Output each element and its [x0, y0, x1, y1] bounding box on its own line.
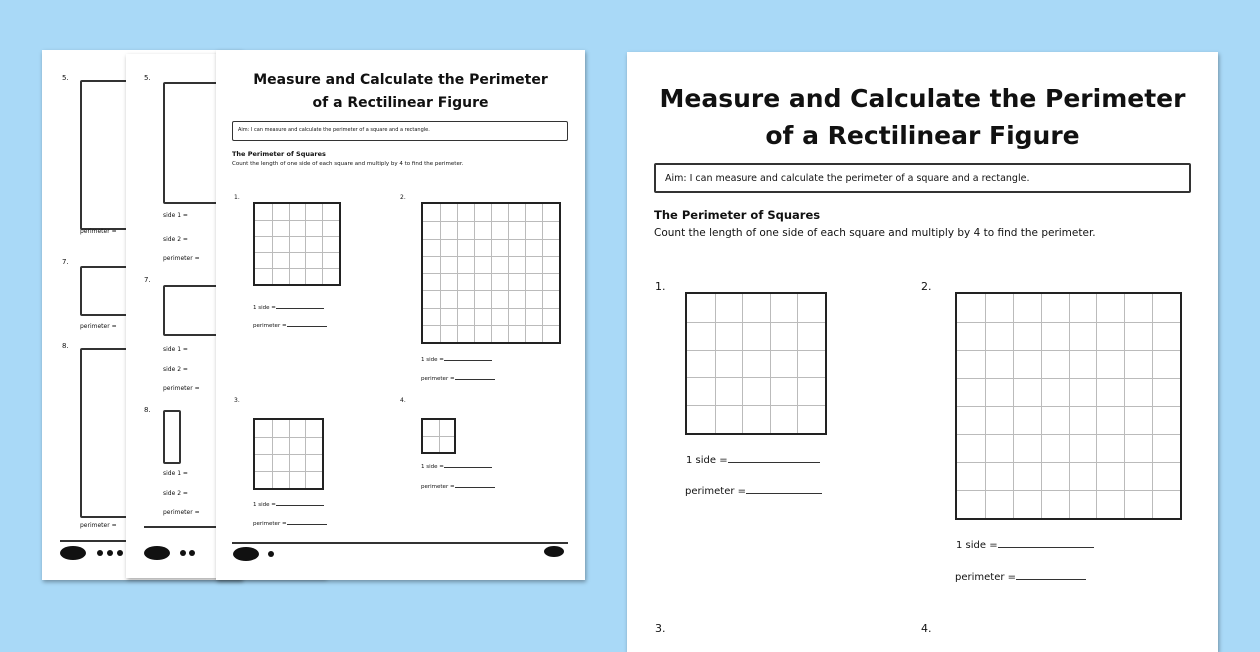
- grid-line: [542, 204, 543, 342]
- page-subtitle: of a Rectilinear Figure: [312, 95, 489, 111]
- side1-label: side 1 =: [163, 470, 188, 477]
- question-number: 3.: [655, 622, 666, 635]
- grid-line: [272, 204, 273, 284]
- grid-line: [1096, 294, 1097, 518]
- square-grid: [421, 418, 456, 454]
- grid-line: [255, 471, 322, 472]
- aim-text: Aim: I can measure and calculate the perimeter of a square and a rectangle.: [665, 173, 1030, 184]
- side2-label: side 2 =: [163, 490, 188, 497]
- side2-label: side 2 =: [163, 236, 188, 243]
- worksheet-page-1-large: [627, 52, 1218, 652]
- page-subtitle: of a Rectilinear Figure: [765, 121, 1080, 150]
- grid-line: [289, 204, 290, 284]
- question-number: 8.: [144, 406, 151, 414]
- question-number: 1.: [655, 280, 666, 293]
- grid-line: [770, 294, 771, 433]
- perimeter-answer-label: perimeter =: [955, 572, 1086, 583]
- side-answer-label: 1 side =: [421, 357, 492, 363]
- perimeter-label: perimeter =: [163, 385, 200, 392]
- grid-line: [687, 405, 825, 406]
- side-answer-label: 1 side =: [253, 502, 324, 508]
- perimeter-label: perimeter =: [163, 509, 200, 516]
- question-number: 3.: [234, 397, 240, 404]
- square-grid: [685, 292, 827, 435]
- side-answer-label: 1 side =: [253, 305, 324, 311]
- square-grid: [253, 202, 341, 286]
- level-dot-icon: [268, 551, 274, 557]
- logo-icon: [144, 546, 170, 560]
- question-number: 4.: [921, 622, 932, 635]
- side-answer-label: 1 side =: [686, 455, 820, 466]
- level-dot-icon: [189, 550, 195, 556]
- grid-line: [957, 406, 1180, 407]
- perimeter-label: perimeter =: [80, 323, 117, 330]
- grid-line: [508, 204, 509, 342]
- perimeter-label: perimeter =: [80, 522, 117, 529]
- question-number: 7.: [62, 258, 69, 266]
- grid-line: [305, 204, 306, 284]
- grid-line: [687, 377, 825, 378]
- page-title: Measure and Calculate the Perimeter: [253, 72, 548, 88]
- grid-line: [687, 350, 825, 351]
- level-dot-icon: [107, 550, 113, 556]
- side1-label: side 1 =: [163, 212, 188, 219]
- grid-line: [957, 434, 1180, 435]
- grid-line: [423, 436, 454, 437]
- grid-line: [1152, 294, 1153, 518]
- section-heading: The Perimeter of Squares: [654, 208, 821, 222]
- aim-text: Aim: I can measure and calculate the perimeter of a square and a rectangle.: [238, 127, 430, 133]
- grid-line: [957, 490, 1180, 491]
- grid-line: [255, 454, 322, 455]
- logo-icon: [233, 547, 259, 561]
- side-answer-label: 1 side =: [956, 540, 1094, 551]
- aim-box: [232, 121, 568, 141]
- question-number: 4.: [400, 397, 406, 404]
- question-number: 2.: [400, 194, 406, 201]
- level-dot-icon: [180, 550, 186, 556]
- perimeter-answer-label: perimeter =: [421, 376, 495, 382]
- question-number: 5.: [144, 74, 151, 82]
- grid-line: [957, 462, 1180, 463]
- grid-line: [423, 325, 559, 326]
- rectangle-figure: [163, 410, 181, 464]
- square-grid: [421, 202, 561, 344]
- footer-divider: [232, 542, 568, 544]
- perimeter-answer-label: perimeter =: [421, 484, 495, 490]
- question-number: 5.: [62, 74, 69, 82]
- level-dot-icon: [97, 550, 103, 556]
- instructions: Count the length of one side of each square and multiply by 4 to find the perimeter.: [654, 227, 1096, 239]
- grid-line: [423, 290, 559, 291]
- grid-line: [255, 236, 339, 237]
- grid-line: [1124, 294, 1125, 518]
- grid-line: [322, 204, 323, 284]
- question-number: 8.: [62, 342, 69, 350]
- grid-line: [423, 308, 559, 309]
- grid-line: [797, 294, 798, 433]
- square-grid: [253, 418, 324, 490]
- instructions: Count the length of one side of each square and multiply by 4 to find the perimeter.: [232, 161, 464, 167]
- grid-line: [687, 322, 825, 323]
- grid-line: [525, 204, 526, 342]
- grid-line: [255, 220, 339, 221]
- square-grid: [955, 292, 1182, 520]
- question-number: 2.: [921, 280, 932, 293]
- side1-label: side 1 =: [163, 346, 188, 353]
- perimeter-answer-label: perimeter =: [253, 521, 327, 527]
- page-title: Measure and Calculate the Perimeter: [659, 84, 1186, 113]
- grid-line: [423, 273, 559, 274]
- perimeter-answer-label: perimeter =: [253, 323, 327, 329]
- side-answer-label: 1 side =: [421, 464, 492, 470]
- grid-line: [255, 268, 339, 269]
- grid-line: [742, 294, 743, 433]
- question-number: 7.: [144, 276, 151, 284]
- brand-logo-icon: [544, 546, 564, 557]
- question-number: 1.: [234, 194, 240, 201]
- worksheet-page-1-thumbnail: [216, 50, 585, 580]
- grid-line: [715, 294, 716, 433]
- perimeter-answer-label: perimeter =: [685, 486, 822, 497]
- aim-box: [654, 163, 1191, 193]
- section-heading: The Perimeter of Squares: [232, 150, 326, 158]
- level-dot-icon: [117, 550, 123, 556]
- perimeter-label: perimeter =: [80, 228, 117, 235]
- grid-line: [255, 252, 339, 253]
- perimeter-label: perimeter =: [163, 255, 200, 262]
- side2-label: side 2 =: [163, 366, 188, 373]
- grid-line: [305, 420, 306, 488]
- logo-icon: [60, 546, 86, 560]
